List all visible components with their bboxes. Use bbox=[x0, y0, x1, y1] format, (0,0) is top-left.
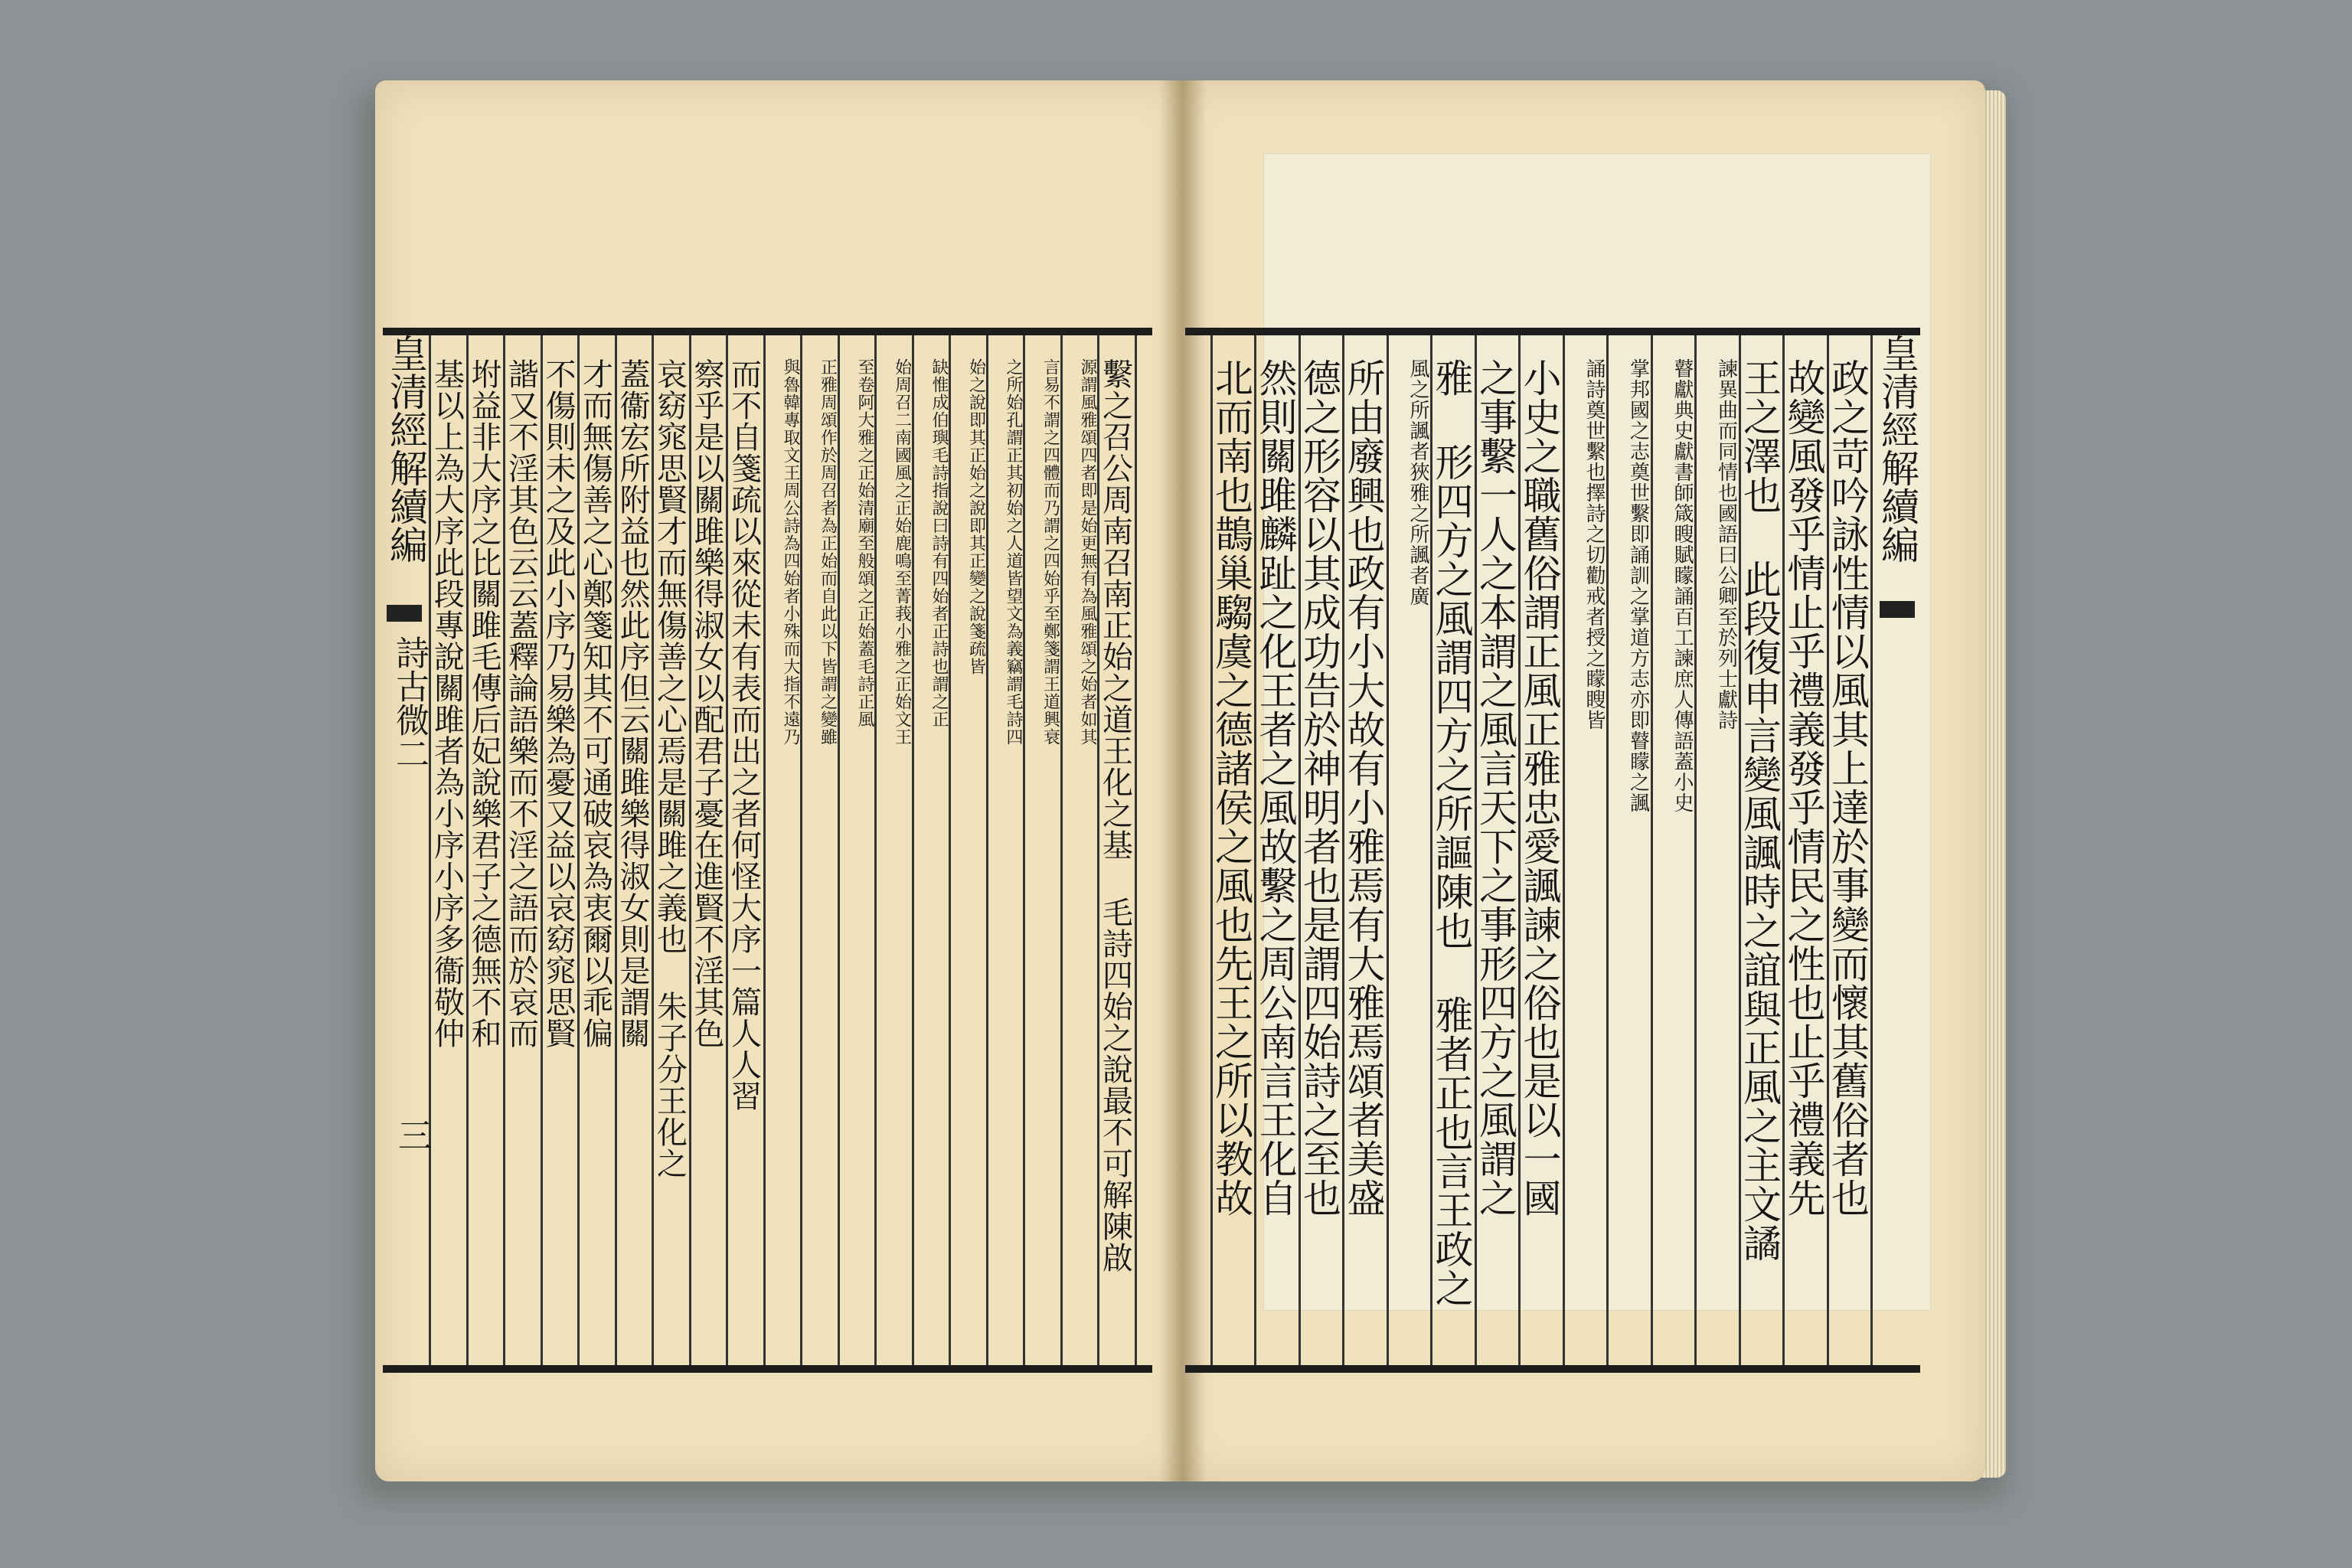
fold-marker bbox=[1880, 601, 1915, 618]
text-column: 小史之職舊俗謂正風正雅忠愛諷諫之俗也是以一國 bbox=[1517, 358, 1562, 1217]
text-column: 而不自箋疏以來從未有表而出之者何怪大序一篇人人習 bbox=[726, 358, 762, 1112]
text-column: 蓋衞宏所附益也然此序但云關雎樂得淑女則是謂關 bbox=[615, 358, 650, 1049]
text-column: 瞽獻典史獻書師箴瞍賦矇誦百工諫庶人傳語蓋小史 bbox=[1671, 358, 1694, 813]
column-rule bbox=[1870, 335, 1873, 1365]
text-column: 不傷則未之及此小序乃易樂為憂又益以哀窈窕思賢 bbox=[541, 358, 576, 1049]
text-column: 始周召二南國風之正始鹿鳴至菁莪小雅之正始文王 bbox=[892, 358, 912, 746]
text-column: 掌邦國之志奠世繫即誦訓之掌道方志亦即瞽矇之諷 bbox=[1626, 358, 1650, 813]
text-column: 與魯韓專取文王周公詩為四始者小殊而大指不遠乃 bbox=[781, 358, 800, 746]
text-column: 誦詩奠世繫也擇詩之切勸戒者授之矇瞍皆 bbox=[1583, 358, 1606, 730]
left-margin-section: 詩古微二 bbox=[390, 635, 429, 770]
text-column: 才而無傷善之心鄭箋知其不可通破哀為衷爾以乖偏 bbox=[577, 358, 613, 1049]
text-column: 政之苛吟詠性情以風其上達於事變而懷其舊俗者也 bbox=[1825, 358, 1870, 1217]
text-column: 諧又不淫其色云云蓋釋論語樂而不淫之語而於哀而 bbox=[503, 358, 539, 1049]
text-column: 缺惟成伯璵毛詩指說曰詩有四始者正詩也謂之正 bbox=[929, 358, 949, 728]
text-column: 雅 形四方之風謂四方之所謳陳也 雅者正也言王政之 bbox=[1429, 358, 1474, 1308]
text-column: 源謂風雅頌四者即是始更無有為風雅頌之始者如其 bbox=[1078, 358, 1097, 746]
text-column: 北而南也鵲巢騶虞之德諸侯之風也先王之所以教故 bbox=[1209, 358, 1253, 1217]
text-column: 之所始孔謂正其初始之人道皆望文為義竊謂毛詩四 bbox=[1004, 358, 1023, 746]
text-column: 繫之召公周南召南正始之道王化之基 毛詩四始之說最不可解陳啟 bbox=[1097, 358, 1133, 1273]
text-column: 德之形容以其成功告於神明者也是謂四始詩之至也 bbox=[1297, 358, 1341, 1217]
fold-marker bbox=[387, 605, 422, 622]
text-column: 至卷阿大雅之正始清廟至般頌之正始蓋毛詩正風 bbox=[855, 358, 874, 728]
right-text-frame bbox=[1185, 328, 1920, 1373]
right-margin-title: 皇清經解續編 bbox=[1875, 334, 1919, 564]
text-column: 哀窈窕思賢才而無傷善之心焉是關雎之義也 朱子分王化之 bbox=[652, 358, 688, 1179]
text-column: 正雅周頌作於周召者為正始而自此以下皆謂之變雖 bbox=[818, 358, 838, 746]
text-column: 之事繫一人之本謂之風言天下之事形四方之風謂之 bbox=[1473, 358, 1517, 1217]
text-column: 基以上為大序此段專說關雎者為小序小序多衞敬仲 bbox=[429, 358, 465, 1049]
text-column: 始之說即其正始之說即其正變之說箋疏皆 bbox=[966, 358, 986, 675]
column-rule bbox=[1135, 335, 1137, 1365]
text-column: 所由廢興也政有小大故有小雅焉有大雅焉頌者美盛 bbox=[1341, 358, 1386, 1217]
text-column: 諫異曲而同情也國語曰公卿至於列士獻詩 bbox=[1714, 358, 1738, 730]
text-column: 言易不謂之四體而乃謂之四始乎至鄭箋謂王道興衰 bbox=[1040, 358, 1060, 746]
left-margin-title: 皇清經解續編 bbox=[384, 334, 428, 564]
text-column: 然則關雎麟趾之化王者之風故繫之周公南言王化自 bbox=[1253, 358, 1298, 1217]
text-column: 王之澤也 此段復申言變風諷時之誼與正風之主文譎 bbox=[1737, 358, 1782, 1263]
left-text-frame bbox=[383, 328, 1152, 1373]
text-column: 坿益非大序之比關雎毛傳后妃說樂君子之德無不和 bbox=[466, 358, 501, 1049]
text-column: 察乎是以關雎樂得淑女以配君子憂在進賢不淫其色 bbox=[689, 358, 724, 1049]
text-column: 風之所諷者狹雅之所諷者廣 bbox=[1406, 358, 1429, 606]
left-leaf-number: 三 bbox=[392, 1118, 431, 1152]
text-column: 故變風發乎情止乎禮義發乎情民之性也止乎禮義先 bbox=[1781, 358, 1826, 1217]
